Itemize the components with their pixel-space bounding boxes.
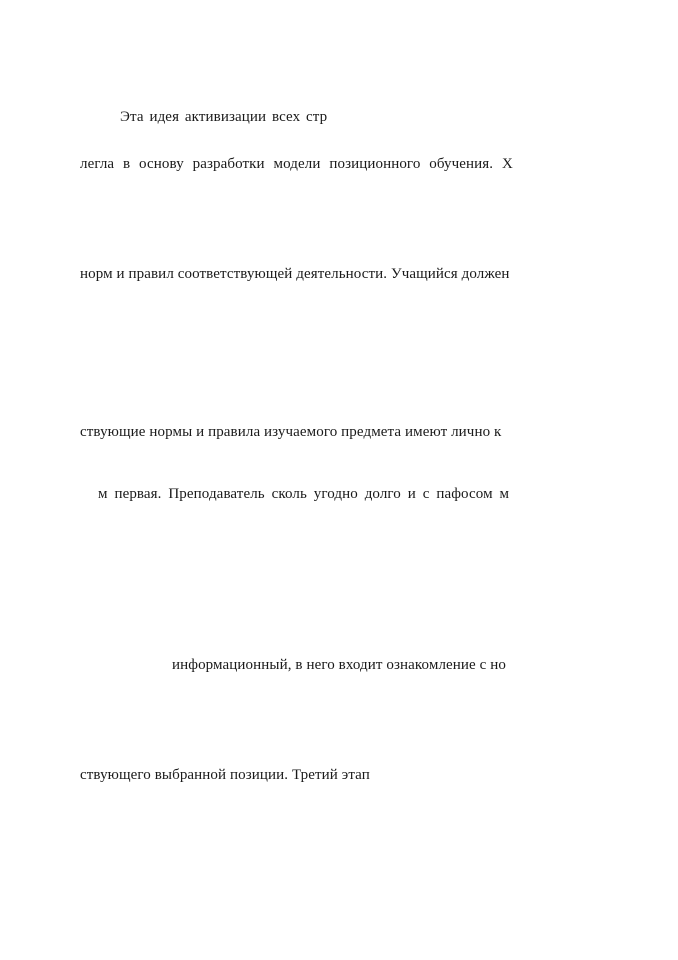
text-line-3: норм и правил соответствующей деятельности. Учащийся должен [80, 266, 510, 282]
text-line-7: ствующего выбранной позиции. Третий этап [80, 767, 370, 783]
text-line-6: информационный, в него входит ознакомление с но [172, 657, 506, 673]
text-line-4: ствующие нормы и правила изучаемого предмета имеют лично к [80, 424, 502, 440]
text-line-2: легла в основу разработки модели позиционного обучения. Х [80, 156, 513, 172]
text-line-1: Эта идея активизации всех стр [120, 109, 328, 125]
text-line-5: м первая. Преподаватель сколь угодно долго и с пафосом м [98, 486, 510, 502]
